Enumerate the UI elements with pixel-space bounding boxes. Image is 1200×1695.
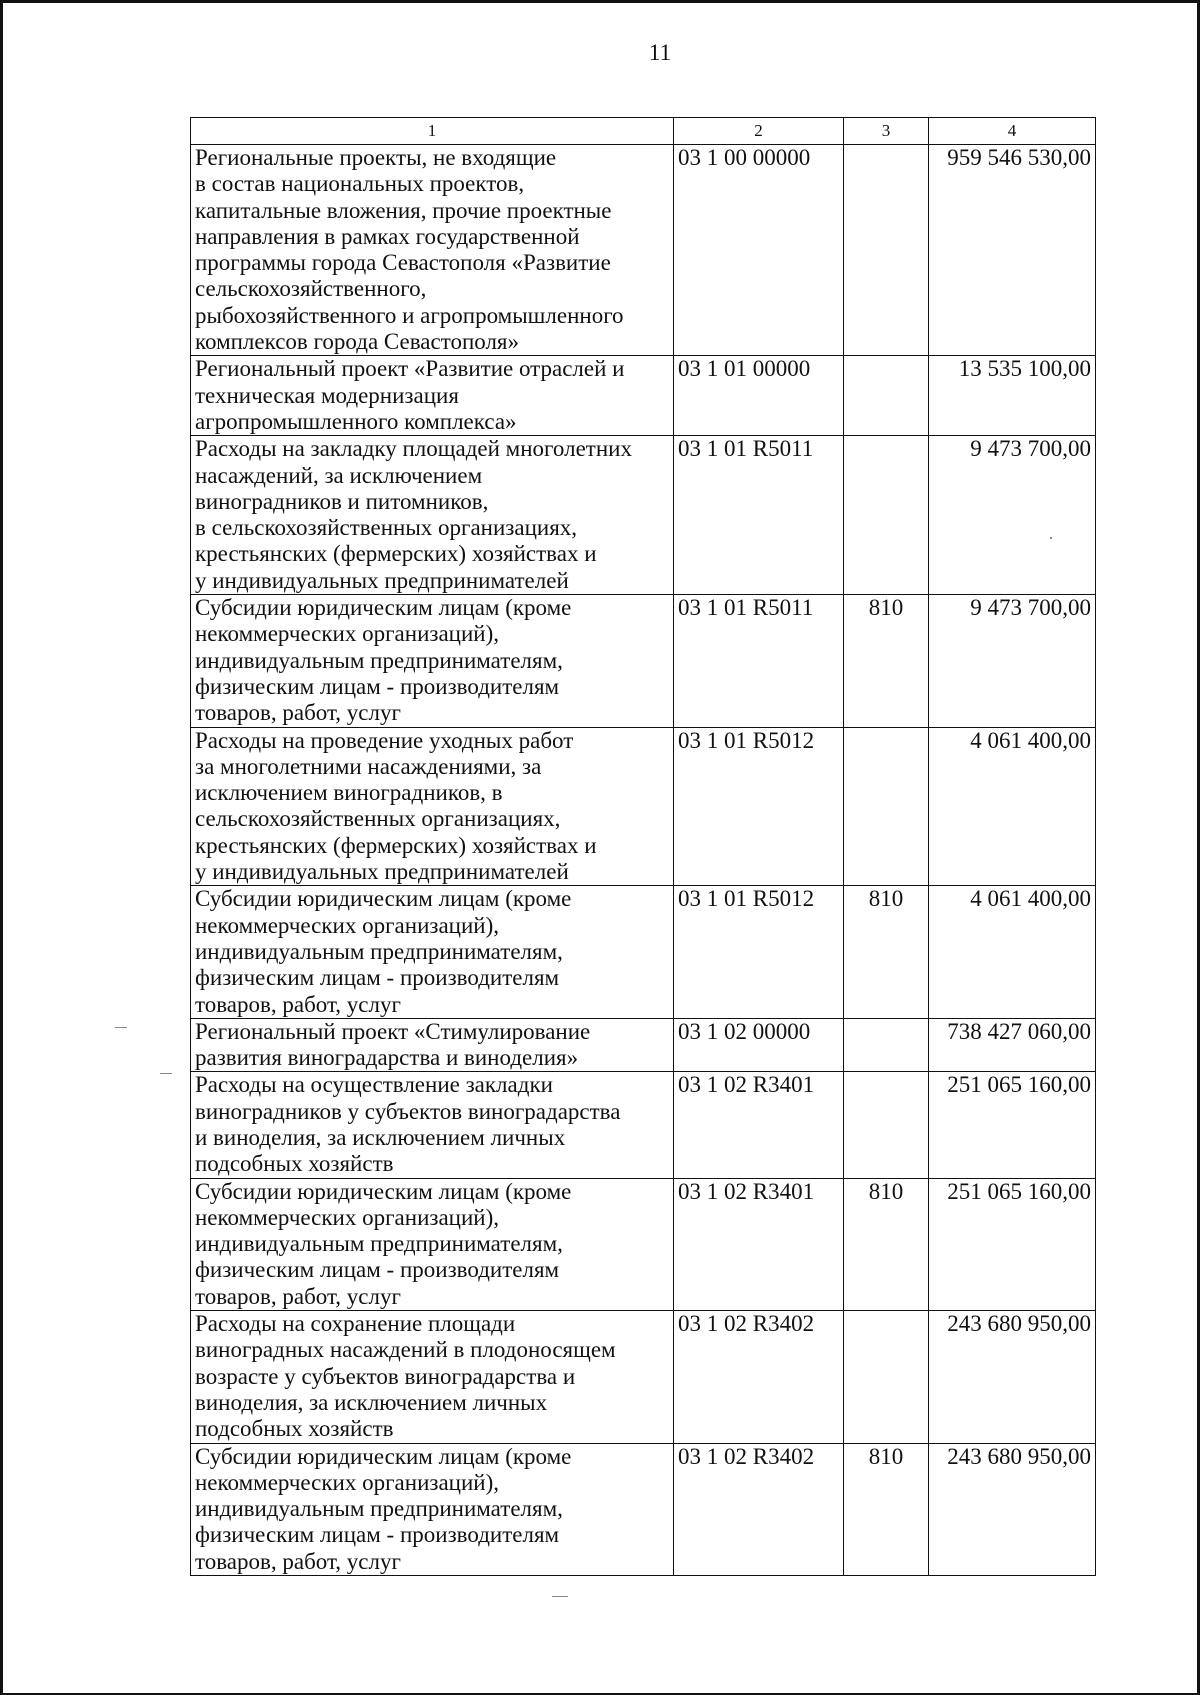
row-name-cell: [191, 1443, 674, 1575]
row-amount-cell: 9 473 700,00: [929, 595, 1096, 727]
row-name-line: исключением виноградников, в: [195, 780, 503, 806]
row-amount-cell: 243 680 950,00: [929, 1311, 1096, 1443]
row-name-line: у индивидуальных предпринимателей: [195, 859, 569, 885]
row-name-cell: [191, 595, 674, 727]
row-name-line: индивидуальным предпринимателям,: [195, 647, 563, 673]
row-name-line: развития виноградарства и виноделия»: [195, 1045, 579, 1071]
row-code-cell: 03 1 02 R3402: [674, 1311, 844, 1443]
table-row: [191, 886, 1096, 1018]
table-row: [191, 727, 1096, 886]
table-row: [191, 595, 1096, 727]
row-name-line: за многолетними насаждениями, за: [195, 753, 542, 779]
row-name-cell: [191, 1178, 674, 1310]
row-code-cell: 03 1 01 R5012: [674, 727, 844, 886]
row-name-cell: [191, 1072, 674, 1178]
row-amount-cell: 251 065 160,00: [929, 1178, 1096, 1310]
row-name-line: в состав национальных проектов,: [195, 171, 525, 197]
row-amount-cell: 9 473 700,00: [929, 436, 1096, 595]
row-name-line: виноградников у субъектов виноградарства: [195, 1098, 621, 1124]
row-name-line: подсобных хозяйств: [195, 1151, 394, 1177]
row-type-cell: [844, 727, 929, 886]
row-type-cell: 810: [844, 1443, 929, 1575]
scan-border-left: [0, 0, 3, 1695]
row-name-line: программы города Севастополя «Развитие: [195, 250, 611, 276]
row-name-line: подсобных хозяйств: [195, 1416, 394, 1442]
row-name-line: возрасте у субъектов виноградарства и: [195, 1363, 576, 1389]
row-name-line: сельскохозяйственного,: [195, 276, 427, 302]
row-name-line: товаров, работ, услуг: [195, 1283, 401, 1309]
row-name-line: некоммерческих организаций),: [195, 621, 500, 647]
row-name-line: капитальные вложения, прочие проектные: [195, 197, 612, 223]
row-name-line: насаждений, за исключением: [195, 462, 483, 488]
row-name-line: рыбохозяйственного и агропромышленного: [195, 302, 624, 328]
scan-border-top: [0, 0, 1200, 3]
row-type-cell: [844, 356, 929, 436]
page-number: 11: [648, 40, 672, 65]
table-row: [191, 1443, 1096, 1575]
scan-speck: [160, 1073, 172, 1074]
row-code-cell: 03 1 01 R5012: [674, 886, 844, 1018]
row-name-line: Субсидии юридическим лицам (кроме: [195, 886, 572, 912]
column-header: 1: [191, 118, 674, 145]
scan-speck: [552, 1596, 568, 1597]
row-name-cell: [191, 886, 674, 1018]
table-row: [191, 1311, 1096, 1443]
row-name-line: техническая модернизация: [195, 382, 459, 408]
row-name-line: Субсидии юридическим лицам (кроме: [195, 1178, 572, 1204]
row-name-line: индивидуальным предпринимателям,: [195, 1496, 563, 1522]
row-name-cell: [191, 1311, 674, 1443]
row-name-line: Расходы на сохранение площади: [195, 1311, 516, 1337]
row-code-cell: 03 1 02 R3401: [674, 1178, 844, 1310]
row-amount-cell: 738 427 060,00: [929, 1018, 1096, 1072]
row-name-line: товаров, работ, услуг: [195, 991, 401, 1017]
row-name-cell: [191, 1018, 674, 1072]
row-name-line: агропромышленного комплекса»: [195, 408, 517, 434]
row-code-cell: 03 1 01 R5011: [674, 595, 844, 727]
row-code-cell: 03 1 01 00000: [674, 356, 844, 436]
row-name-line: виноградников и питомников,: [195, 488, 489, 514]
row-name-line: Расходы на осуществление закладки: [195, 1072, 553, 1098]
row-name-cell: [191, 727, 674, 886]
row-name-line: комплексов города Севастополя»: [195, 329, 520, 355]
row-name-line: индивидуальным предпринимателям,: [195, 938, 563, 964]
row-name-cell: [191, 436, 674, 595]
row-type-cell: 810: [844, 1178, 929, 1310]
budget-table: [190, 117, 1096, 1576]
row-name-line: виноделия, за исключением личных: [195, 1389, 548, 1415]
row-name-line: в сельскохозяйственных организациях,: [195, 515, 578, 541]
row-name-line: индивидуальным предпринимателям,: [195, 1231, 563, 1257]
row-type-cell: [844, 145, 929, 356]
row-name-line: физическим лицам - производителям: [195, 965, 560, 991]
row-name-line: крестьянских (фермерских) хозяйствах и: [195, 541, 597, 567]
row-name-line: Расходы на закладку площадей многолетних: [195, 436, 632, 462]
row-type-cell: [844, 1018, 929, 1072]
row-code-cell: 03 1 01 R5011: [674, 436, 844, 595]
row-name-line: Субсидии юридическим лицам (кроме: [195, 1443, 572, 1469]
row-name-cell: [191, 356, 674, 436]
row-name-line: сельскохозяйственных организациях,: [195, 806, 561, 832]
row-code-cell: 03 1 02 R3401: [674, 1072, 844, 1178]
row-type-cell: 810: [844, 886, 929, 1018]
row-name-line: Расходы на проведение уходных работ: [195, 727, 574, 753]
table-row: [191, 436, 1096, 595]
row-amount-cell: 243 680 950,00: [929, 1443, 1096, 1575]
row-name-line: физическим лицам - производителям: [195, 673, 560, 699]
scan-speck: [1050, 537, 1052, 539]
row-name-line: некоммерческих организаций),: [195, 1469, 500, 1495]
row-name-line: крестьянских (фермерских) хозяйствах и: [195, 832, 597, 858]
row-name-line: физическим лицам - производителям: [195, 1522, 560, 1548]
row-name-line: у индивидуальных предпринимателей: [195, 567, 569, 593]
column-header: 3: [844, 118, 929, 145]
row-amount-cell: 4 061 400,00: [929, 727, 1096, 886]
row-name-line: Субсидии юридическим лицам (кроме: [195, 595, 572, 621]
column-header: 4: [929, 118, 1096, 145]
row-name-cell: [191, 145, 674, 356]
row-name-line: Региональный проект «Развитие отраслей и: [195, 356, 625, 382]
scan-speck: [115, 1027, 127, 1028]
row-amount-cell: 13 535 100,00: [929, 356, 1096, 436]
row-type-cell: [844, 1311, 929, 1443]
row-name-line: товаров, работ, услуг: [195, 700, 401, 726]
row-amount-cell: 4 061 400,00: [929, 886, 1096, 1018]
row-name-line: и виноделия, за исключением личных: [195, 1124, 566, 1150]
row-amount-cell: 959 546 530,00: [929, 145, 1096, 356]
row-name-line: направления в рамках государственной: [195, 223, 580, 249]
column-header: 2: [674, 118, 844, 145]
row-name-line: некоммерческих организаций),: [195, 1204, 500, 1230]
row-code-cell: 03 1 00 00000: [674, 145, 844, 356]
row-amount-cell: 251 065 160,00: [929, 1072, 1096, 1178]
table-header-row: [191, 118, 1096, 145]
table-row: [191, 356, 1096, 436]
row-code-cell: 03 1 02 00000: [674, 1018, 844, 1072]
row-type-cell: [844, 1072, 929, 1178]
row-type-cell: [844, 436, 929, 595]
row-name-line: Региональные проекты, не входящие: [195, 145, 557, 170]
table-row: [191, 1072, 1096, 1178]
table-row: [191, 145, 1096, 356]
row-type-cell: 810: [844, 595, 929, 727]
row-name-line: товаров, работ, услуг: [195, 1548, 401, 1574]
table-row: [191, 1018, 1096, 1072]
table-row: [191, 1178, 1096, 1310]
row-name-line: физическим лицам - производителям: [195, 1257, 560, 1283]
row-name-line: некоммерческих организаций),: [195, 912, 500, 938]
row-name-line: виноградных насаждений в плодоносящем: [195, 1337, 616, 1363]
row-code-cell: 03 1 02 R3402: [674, 1443, 844, 1575]
table-body: [191, 145, 1096, 1576]
row-name-line: Региональный проект «Стимулирование: [195, 1018, 591, 1044]
